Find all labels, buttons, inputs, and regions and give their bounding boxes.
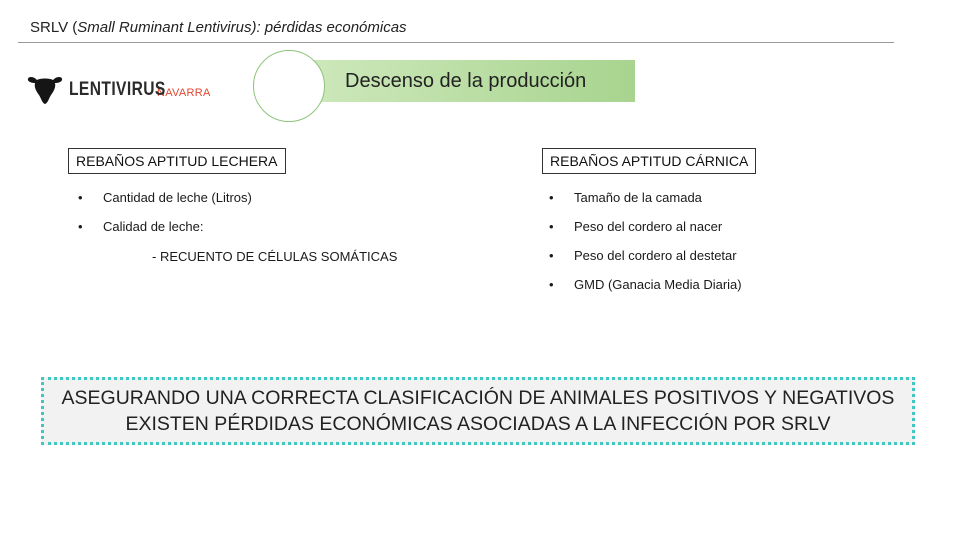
logo-subtext: NAVARRA bbox=[156, 87, 211, 99]
conclusion-callout bbox=[41, 377, 915, 445]
list-item: • Calidad de leche: bbox=[75, 219, 252, 248]
dairy-heading: REBAÑOS APTITUD LECHERA bbox=[68, 148, 286, 174]
callout-line-2: EXISTEN PÉRDIDAS ECONÓMICAS ASOCIADAS A LA INFECCIÓN POR SRLV bbox=[125, 413, 831, 435]
section-banner-text: Descenso de la producción bbox=[345, 69, 587, 92]
banner-circle bbox=[253, 50, 325, 122]
slide-title-prefix: SRLV ( bbox=[30, 19, 78, 36]
dairy-list bbox=[75, 190, 252, 248]
list-item: • Tamaño de la camada bbox=[546, 190, 742, 219]
header-divider bbox=[18, 42, 894, 43]
slide-title-italic: Small Ruminant Lentivirus): pérdidas económicas bbox=[77, 19, 407, 36]
meat-heading: REBAÑOS APTITUD CÁRNICA bbox=[542, 148, 756, 174]
section-banner bbox=[294, 60, 635, 102]
list-item: • GMD (Ganacia Media Diaria) bbox=[546, 277, 742, 306]
list-item: • Peso del cordero al nacer bbox=[546, 219, 742, 248]
slide-title bbox=[30, 19, 407, 36]
logo-text: LENTIVIRUS bbox=[69, 79, 166, 100]
sheep-icon bbox=[27, 73, 63, 107]
list-item: • Cantidad de leche (Litros) bbox=[75, 190, 252, 219]
dairy-subitem: - RECUENTO DE CÉLULAS SOMÁTICAS bbox=[152, 249, 398, 264]
lentivirus-logo bbox=[27, 70, 211, 110]
meat-list bbox=[546, 190, 742, 306]
list-item: • Peso del cordero al destetar bbox=[546, 248, 742, 277]
callout-line-1: ASEGURANDO UNA CORRECTA CLASIFICACIÓN DE ANIMALES POSITIVOS Y NEGATIVOS bbox=[61, 387, 895, 409]
